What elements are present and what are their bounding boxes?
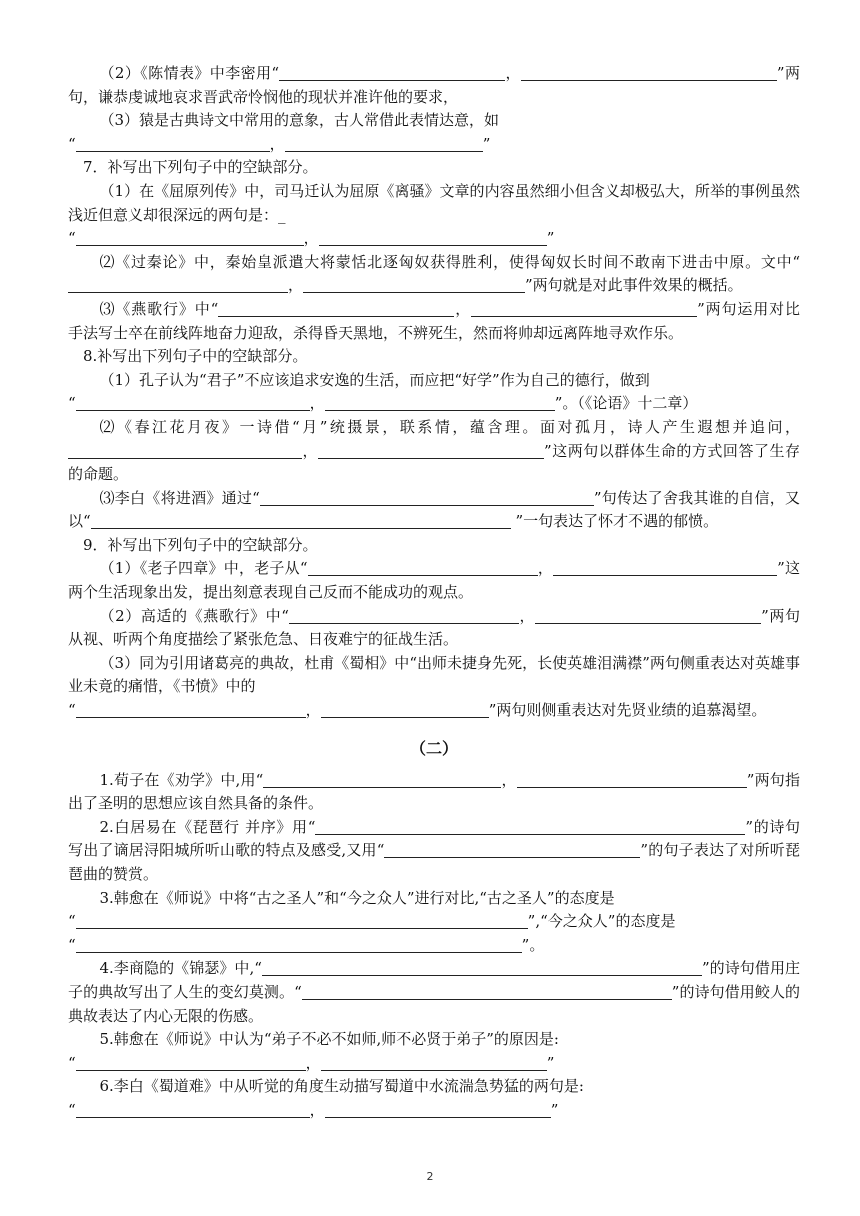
text: ， (454, 299, 472, 318)
answer-blank[interactable] (76, 136, 270, 152)
item-s2-5-answer (68, 1052, 800, 1076)
text: ， (309, 1100, 325, 1119)
text: “ (68, 701, 76, 720)
answer-blank[interactable] (262, 960, 702, 976)
text: ， (309, 394, 325, 413)
answer-blank[interactable] (321, 702, 489, 718)
answer-blank[interactable] (76, 395, 310, 411)
text: ”两句运用对比手法写士卒在前线阵地奋力迎敌，杀得昏天黑地，不辨死生，然而将帅却远离阵地寻欢作乐。 (68, 299, 801, 342)
text: ” (546, 1053, 555, 1072)
text: ” (550, 1100, 559, 1119)
text: ”。（《论语》十二章） (554, 394, 698, 413)
text: （2）高适的《燕歌行》中“ (99, 606, 289, 625)
text: ”两句就是对此事件效果的概括。 (525, 276, 743, 295)
item-s2-3-answer (68, 910, 800, 934)
text: ”两句，谦恭虔诚地哀求晋武帝怜悯他的现状并准许他的要求， (68, 64, 800, 106)
answer-blank[interactable] (76, 230, 304, 246)
answer-blank[interactable] (218, 301, 454, 317)
answer-blank[interactable] (68, 277, 288, 293)
answer-blank[interactable] (260, 490, 594, 506)
section-two-title: （二） (409, 738, 458, 758)
item-7-2 (68, 251, 800, 298)
text: ⑵《春江花月夜》一诗借“月”统摄景，联系情，蕴含理。面对孤月，诗人产生遐想并追问， (99, 417, 800, 436)
answer-blank[interactable] (285, 136, 483, 152)
answer-blank[interactable] (318, 443, 544, 459)
answer-blank[interactable] (76, 913, 528, 929)
text: ”这两句以群体生命的方式回答了生存的命题。 (68, 441, 800, 484)
text: ”句传达了舍我其谁的自信，又以“ (68, 488, 801, 531)
answer-blank[interactable] (325, 395, 555, 411)
text: （2）《陈情表》中李密用“ (99, 64, 280, 82)
item-s2-5 (68, 1028, 800, 1052)
text: “ (68, 1053, 76, 1072)
answer-blank[interactable] (302, 984, 672, 1000)
text: 9．补写出下列句子中的空缺部分。 (83, 535, 318, 554)
item-7-1-answer (68, 227, 800, 251)
answer-blank[interactable] (315, 819, 745, 835)
answer-blank[interactable] (263, 772, 501, 788)
text: ， (288, 276, 304, 295)
worksheet-page (68, 62, 800, 1123)
answer-blank[interactable] (471, 301, 697, 317)
text: ”的诗句借用庄子的典故写出了人生的变幻莫测。“ (68, 959, 801, 1001)
text: ”一句表达了怀才不遇的郁愤。 (510, 512, 719, 531)
answer-blank[interactable] (76, 937, 522, 953)
text: （1）《老子四章》中，老子从“ (99, 559, 308, 578)
text: “ (68, 1100, 76, 1119)
text: ⑵《过秦论》中，秦始皇派遣大将蒙恬北逐匈奴获得胜利，使得匈奴长时间不敢南下进击中原。文中“ (99, 252, 800, 271)
answer-blank[interactable] (91, 513, 511, 529)
text: ， (305, 1053, 321, 1072)
text: ， (505, 64, 521, 82)
text: ， (269, 134, 285, 153)
answer-blank[interactable] (319, 230, 547, 246)
text: “ (68, 394, 76, 413)
text: （1）孔子认为“君子”不应该追求安逸的生活，而应把“好学”作为自己的德行，做到 (99, 370, 650, 389)
answer-blank[interactable] (76, 702, 306, 718)
text: ， (501, 770, 517, 789)
item-7-3 (68, 298, 800, 345)
text: 2.白居易在《琵琶行 并序》用“ (99, 817, 316, 836)
answer-blank[interactable] (289, 608, 519, 624)
text: ”这两个生活现象出发，提出刻意表现自己反而不能成功的观点。 (68, 559, 800, 602)
text: （3）同为引用诸葛亮的典故，杜甫《蜀相》中“出师未捷身先死，长使英雄泪满襟”两句侧重表达对英雄事业未竟的痛惜，《书愤》中的 (68, 653, 800, 696)
text: 8.补写出下列句子中的空缺部分。 (83, 347, 308, 366)
question-7-heading (68, 156, 800, 180)
text: 7．补写出下列句子中的空缺部分。 (83, 158, 318, 177)
item-s2-6 (68, 1075, 800, 1099)
text: ⑶《燕歌行》中“ (99, 299, 219, 318)
item-s2-3 (68, 887, 800, 911)
item-9-3-answer (68, 699, 800, 723)
item-yuan-imagery (68, 109, 800, 133)
text: “ (68, 229, 76, 248)
question-9-heading (68, 534, 800, 558)
item-s2-4 (68, 957, 800, 1028)
text: “ (68, 912, 76, 931)
answer-blank[interactable] (76, 1102, 310, 1118)
text: 5.韩愈在《师说》中认为“弟子不必不如师,师不必贤于弟子”的原因是: (99, 1030, 559, 1049)
text: ”。 (521, 935, 545, 954)
item-chenqingbiao (68, 62, 800, 109)
answer-blank[interactable] (521, 65, 777, 81)
text: “ (68, 134, 76, 153)
item-9-3 (68, 652, 800, 699)
answer-blank[interactable] (279, 65, 505, 81)
question-8-heading (68, 345, 800, 369)
item-8-3 (68, 487, 800, 534)
text: 6.李白《蜀道难》中从听觉的角度生动描写蜀道中水流湍急势猛的两句是: (99, 1077, 584, 1096)
item-yuan-imagery-answer (68, 133, 800, 157)
text: ”,“今之众人”的态度是 (527, 912, 676, 931)
page-number: 2 (426, 1170, 434, 1183)
answer-blank[interactable] (68, 443, 302, 459)
text: （1）在《屈原列传》中，司马迁认为屈原《离骚》文章的内容虽然细小但含义却极弘大，所举的事例虽然浅近但意义却很深远的两句是：_ (68, 181, 800, 224)
item-8-1-answer (68, 392, 800, 416)
text: ”两句从视、听两个角度描绘了紧张危急、日夜难宁的征战生活。 (68, 606, 800, 649)
answer-blank[interactable] (517, 772, 747, 788)
item-s2-2 (68, 816, 800, 887)
item-8-2 (68, 416, 800, 487)
text: 3.韩愈在《师说》中将“古之圣人”和“今之众人”进行对比,“古之圣人”的态度是 (99, 888, 615, 907)
item-s2-1 (68, 769, 800, 816)
text: ”两句则侧重表达对先贤业绩的追慕渴望。 (488, 701, 767, 720)
item-8-1 (68, 369, 800, 393)
text: ”的句子表达了对所听琵琶曲的赞赏。 (68, 841, 800, 883)
text: ”的诗句写出了谪居浔阳城所听山歌的特点及感受,又用“ (68, 817, 800, 860)
answer-blank[interactable] (76, 1055, 306, 1071)
item-9-1 (68, 557, 800, 604)
text: ” (482, 134, 491, 153)
text: ， (518, 606, 536, 625)
answer-blank[interactable] (384, 842, 640, 858)
text: ” (546, 229, 555, 248)
answer-blank[interactable] (535, 608, 761, 624)
text: ， (302, 441, 319, 460)
text: ⑶李白《将进酒》通过“ (99, 488, 260, 507)
answer-blank[interactable] (321, 1055, 547, 1071)
text: （3）猿是古典诗文中常用的意象，古人常借此表情达意，如 (99, 111, 500, 130)
answer-blank[interactable] (303, 277, 525, 293)
text: ， (303, 229, 319, 248)
item-s2-6-answer (68, 1099, 800, 1123)
text: ， (537, 559, 554, 578)
answer-blank[interactable] (325, 1102, 551, 1118)
text: ”的诗句借用鲛人的典故表达了内心无限的伤感。 (68, 982, 801, 1025)
answer-blank[interactable] (308, 560, 538, 576)
text: ， (305, 701, 321, 720)
item-7-1 (68, 180, 800, 227)
text: 1.荀子在《劝学》中,用“ (99, 770, 264, 789)
text: 4.李商隐的《锦瑟》中,“ (99, 959, 262, 978)
text: ”两句指出了圣明的思想应该自然具备的条件。 (68, 770, 800, 813)
answer-blank[interactable] (553, 560, 777, 576)
item-9-2 (68, 605, 800, 652)
text: “ (68, 935, 76, 954)
item-s2-3-answer-2 (68, 934, 800, 958)
